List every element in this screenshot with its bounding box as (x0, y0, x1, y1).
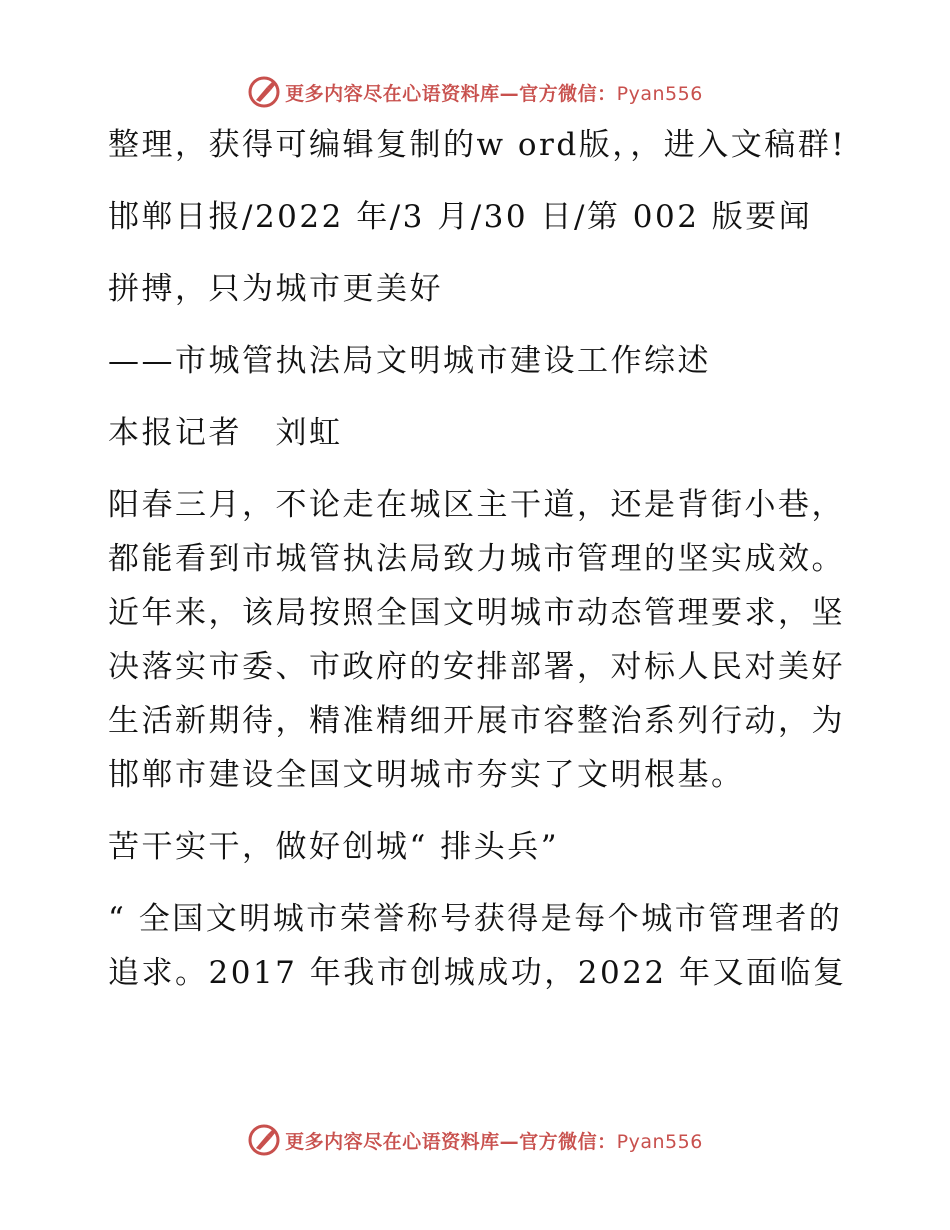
paragraph-source: 邯郸日报/2022 年/3 月/30 日/第 002 版要闻 (108, 199, 813, 235)
banner-text: 更多内容尽在心语资料库—官方微信：Pyan556 (285, 1130, 703, 1153)
article-byline: 本报记者 刘虹 (108, 415, 343, 451)
header-watermark-banner (0, 72, 950, 112)
section-heading: 苦干实干，做好创城“ 排头兵” (108, 829, 560, 865)
wechat-id: Pyan556 (616, 82, 703, 105)
article-subtitle: ——市城管执法局文明城市建设工作综述 (108, 343, 711, 379)
article-title: 拼搏，只为城市更美好 (108, 271, 443, 307)
paragraph-body-1: 阳春三月，不论走在城区主干道，还是背街小巷，都能看到市城管执法局致力城市管理的坚实成效。近年来，该局按照全国文明城市动态管理要求，坚决落实市委、市政府的安排部署，对标人民对美好生活新期待，精准精细开展市容整治系列行动，为邯郸市建设全国文明城市夯实了文明根基。 (108, 487, 845, 793)
pen-logo-icon (247, 75, 281, 109)
paragraph-body-2: “ 全国文明城市荣誉称号获得是每个城市管理者的追求。2017 年我市创城成功，2022 年又面临复 (108, 901, 847, 991)
paragraph-intro: 整理，获得可编辑复制的w ord版，，进入文稿群! (108, 127, 847, 163)
document-body (98, 118, 858, 1000)
pen-logo-icon (247, 1123, 281, 1157)
banner-text: 更多内容尽在心语资料库—官方微信：Pyan556 (285, 82, 703, 105)
footer-watermark-banner (0, 1120, 950, 1160)
wechat-id: Pyan556 (616, 1130, 703, 1153)
